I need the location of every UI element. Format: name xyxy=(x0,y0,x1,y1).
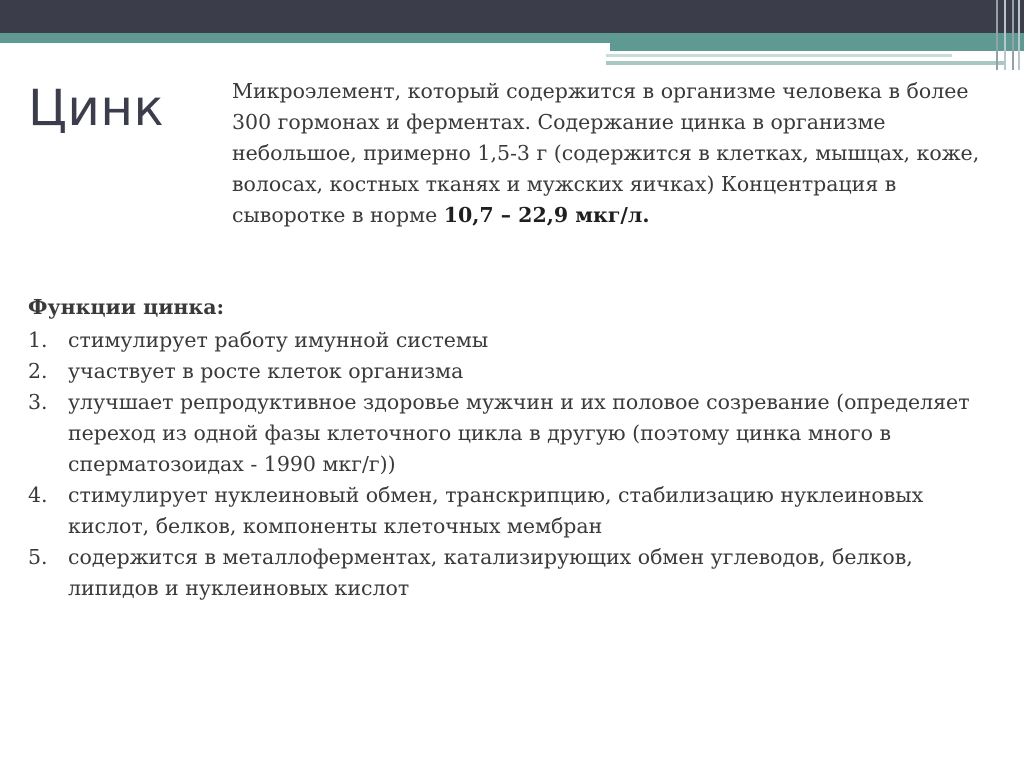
header-line-thin xyxy=(606,54,952,57)
list-item-text: содержится в металлоферментах, катализирующих обмен углеводов, белков, липидов и нуклеиновых кислот xyxy=(68,545,913,600)
list-item xyxy=(28,325,988,356)
functions-list xyxy=(28,325,988,604)
header-stripe xyxy=(1012,0,1014,70)
intro-paragraph xyxy=(232,76,1007,231)
serum-norm-value: 10,7 – 22,9 мкг/л. xyxy=(443,203,650,227)
list-item-number: 3. xyxy=(28,390,48,414)
list-item-number: 5. xyxy=(28,545,48,569)
intro-text: Микроэлемент, который содержится в организме человека в более 300 гормонах и ферментах. Содержание цинка в организме небольшое, примерно 1,5-3 г (содержится в клетках, мышцах, коже, волосах, костных тканях и мужских яичках) Концентрация в сыворотке в норме xyxy=(232,79,980,227)
list-item-text: участвует в росте клеток организма xyxy=(68,359,464,383)
header-stripe xyxy=(1004,0,1006,70)
functions-section xyxy=(28,292,988,604)
header-line-light xyxy=(606,61,1006,65)
list-item xyxy=(28,480,988,542)
header-band-dark xyxy=(0,0,1024,33)
list-item xyxy=(28,387,988,480)
list-item xyxy=(28,542,988,604)
header-band-teal xyxy=(0,33,1024,43)
functions-heading: Функции цинка: xyxy=(28,295,225,319)
list-item-text: стимулирует нуклеиновый обмен, транскрипцию, стабилизацию нуклеиновых кислот, белков, компоненты клеточных мембран xyxy=(68,483,924,538)
list-item-text: улучшает репродуктивное здоровье мужчин и их половое созревание (определяет переход из одной фазы клеточного цикла в другую (поэтому цинка много в сперматозоидах - 1990 мкг/г)) xyxy=(68,390,970,476)
list-item xyxy=(28,356,988,387)
list-item-text: стимулирует работу имунной системы xyxy=(68,328,489,352)
list-item-number: 4. xyxy=(28,483,48,507)
slide-title: Цинк xyxy=(28,79,165,137)
list-item-number: 2. xyxy=(28,359,48,383)
header-band-teal-right xyxy=(610,43,1024,51)
list-item-number: 1. xyxy=(28,328,48,352)
header-stripe xyxy=(996,0,998,70)
header-stripe xyxy=(1018,0,1020,70)
